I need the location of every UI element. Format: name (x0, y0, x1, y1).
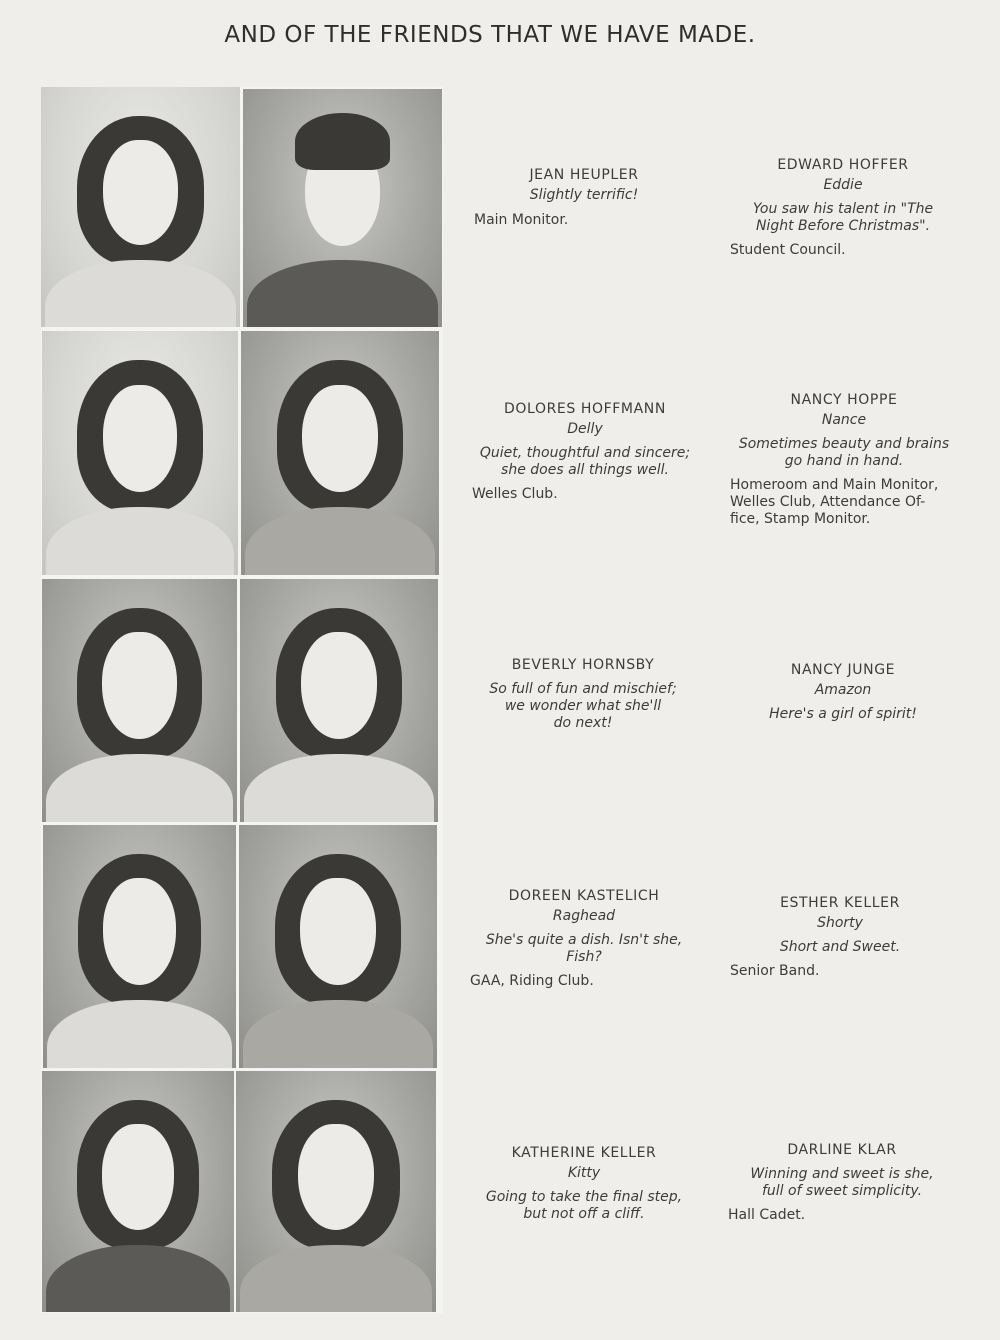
portrait-nancy-hoppe (241, 331, 439, 575)
page-title: AND OF THE FRIENDS THAT WE HAVE MADE. (224, 22, 756, 48)
entry-esther-keller (730, 895, 950, 980)
entry-katherine-keller (470, 1145, 698, 1223)
portrait-dolores-hoffmann (42, 331, 238, 575)
student-activities: Senior Band. (730, 963, 820, 979)
portrait-nancy-junge (240, 579, 438, 822)
student-nickname: Shorty (817, 915, 863, 931)
entry-nancy-junge (730, 662, 956, 723)
student-activities: Welles Club. (472, 486, 558, 502)
portrait-darline-klar (236, 1071, 436, 1312)
student-name: NANCY HOPPE (790, 392, 898, 408)
portrait-beverly-hornsby (42, 579, 237, 822)
student-quote: Sometimes beauty and brains go hand in hand. (738, 436, 950, 469)
entry-dolores-hoffmann (472, 401, 698, 503)
portrait-jean-heupler (41, 87, 240, 327)
entry-jean-heupler (474, 167, 694, 229)
portrait-katherine-keller (42, 1071, 234, 1312)
student-name: JEAN HEUPLER (529, 167, 639, 183)
student-nickname: Raghead (552, 908, 616, 924)
student-quote: Winning and sweet is she, full of sweet simplicity. (750, 1166, 934, 1199)
student-quote: Short and Sweet. (779, 939, 901, 955)
portrait-edward-hoffer (243, 89, 442, 327)
student-name: ESTHER KELLER (780, 895, 900, 911)
student-activities: Hall Cadet. (728, 1207, 806, 1223)
student-quote: Here's a girl of spirit! (769, 706, 917, 722)
entry-beverly-hornsby (470, 657, 696, 732)
student-nickname: Nance (821, 412, 867, 428)
student-name: KATHERINE KELLER (511, 1145, 657, 1161)
student-nickname: Kitty (567, 1165, 601, 1181)
student-activities: Main Monitor. (474, 212, 569, 228)
student-activities: Homeroom and Main Monitor, Welles Club, Attendance Of- fice, Stamp Monitor. (730, 477, 939, 527)
student-name: DOREEN KASTELICH (508, 888, 660, 904)
student-name: BEVERLY HORNSBY (511, 657, 655, 673)
student-quote: Going to take the final step, but not off a cliff. (485, 1189, 683, 1222)
entry-doreen-kastelich (470, 888, 698, 990)
entry-nancy-hoppe (730, 392, 958, 528)
portrait-esther-keller (239, 825, 437, 1068)
portrait-doreen-kastelich (43, 825, 236, 1068)
student-quote: She's quite a dish. Isn't she, Fish? (485, 932, 683, 965)
portrait-column (41, 87, 443, 1313)
student-nickname: Delly (567, 421, 603, 437)
entry-darline-klar (728, 1142, 956, 1224)
student-activities: Student Council. (730, 242, 846, 258)
student-name: DOLORES HOFFMANN (504, 401, 666, 417)
student-name: NANCY JUNGE (790, 662, 896, 678)
student-nickname: Eddie (823, 177, 863, 193)
student-name: EDWARD HOFFER (777, 157, 909, 173)
student-nickname: Amazon (814, 682, 872, 698)
student-quote: You saw his talent in "The Night Before Christmas". (752, 201, 934, 234)
entry-edward-hoffer (730, 157, 956, 259)
student-activities: GAA, Riding Club. (470, 973, 594, 989)
student-quote: Quiet, thoughtful and sincere; she does all things well. (479, 445, 691, 478)
student-nickname: Slightly terrific! (529, 187, 639, 203)
student-name: DARLINE KLAR (787, 1142, 897, 1158)
student-quote: So full of fun and mischief; we wonder what she'll do next! (489, 681, 677, 731)
